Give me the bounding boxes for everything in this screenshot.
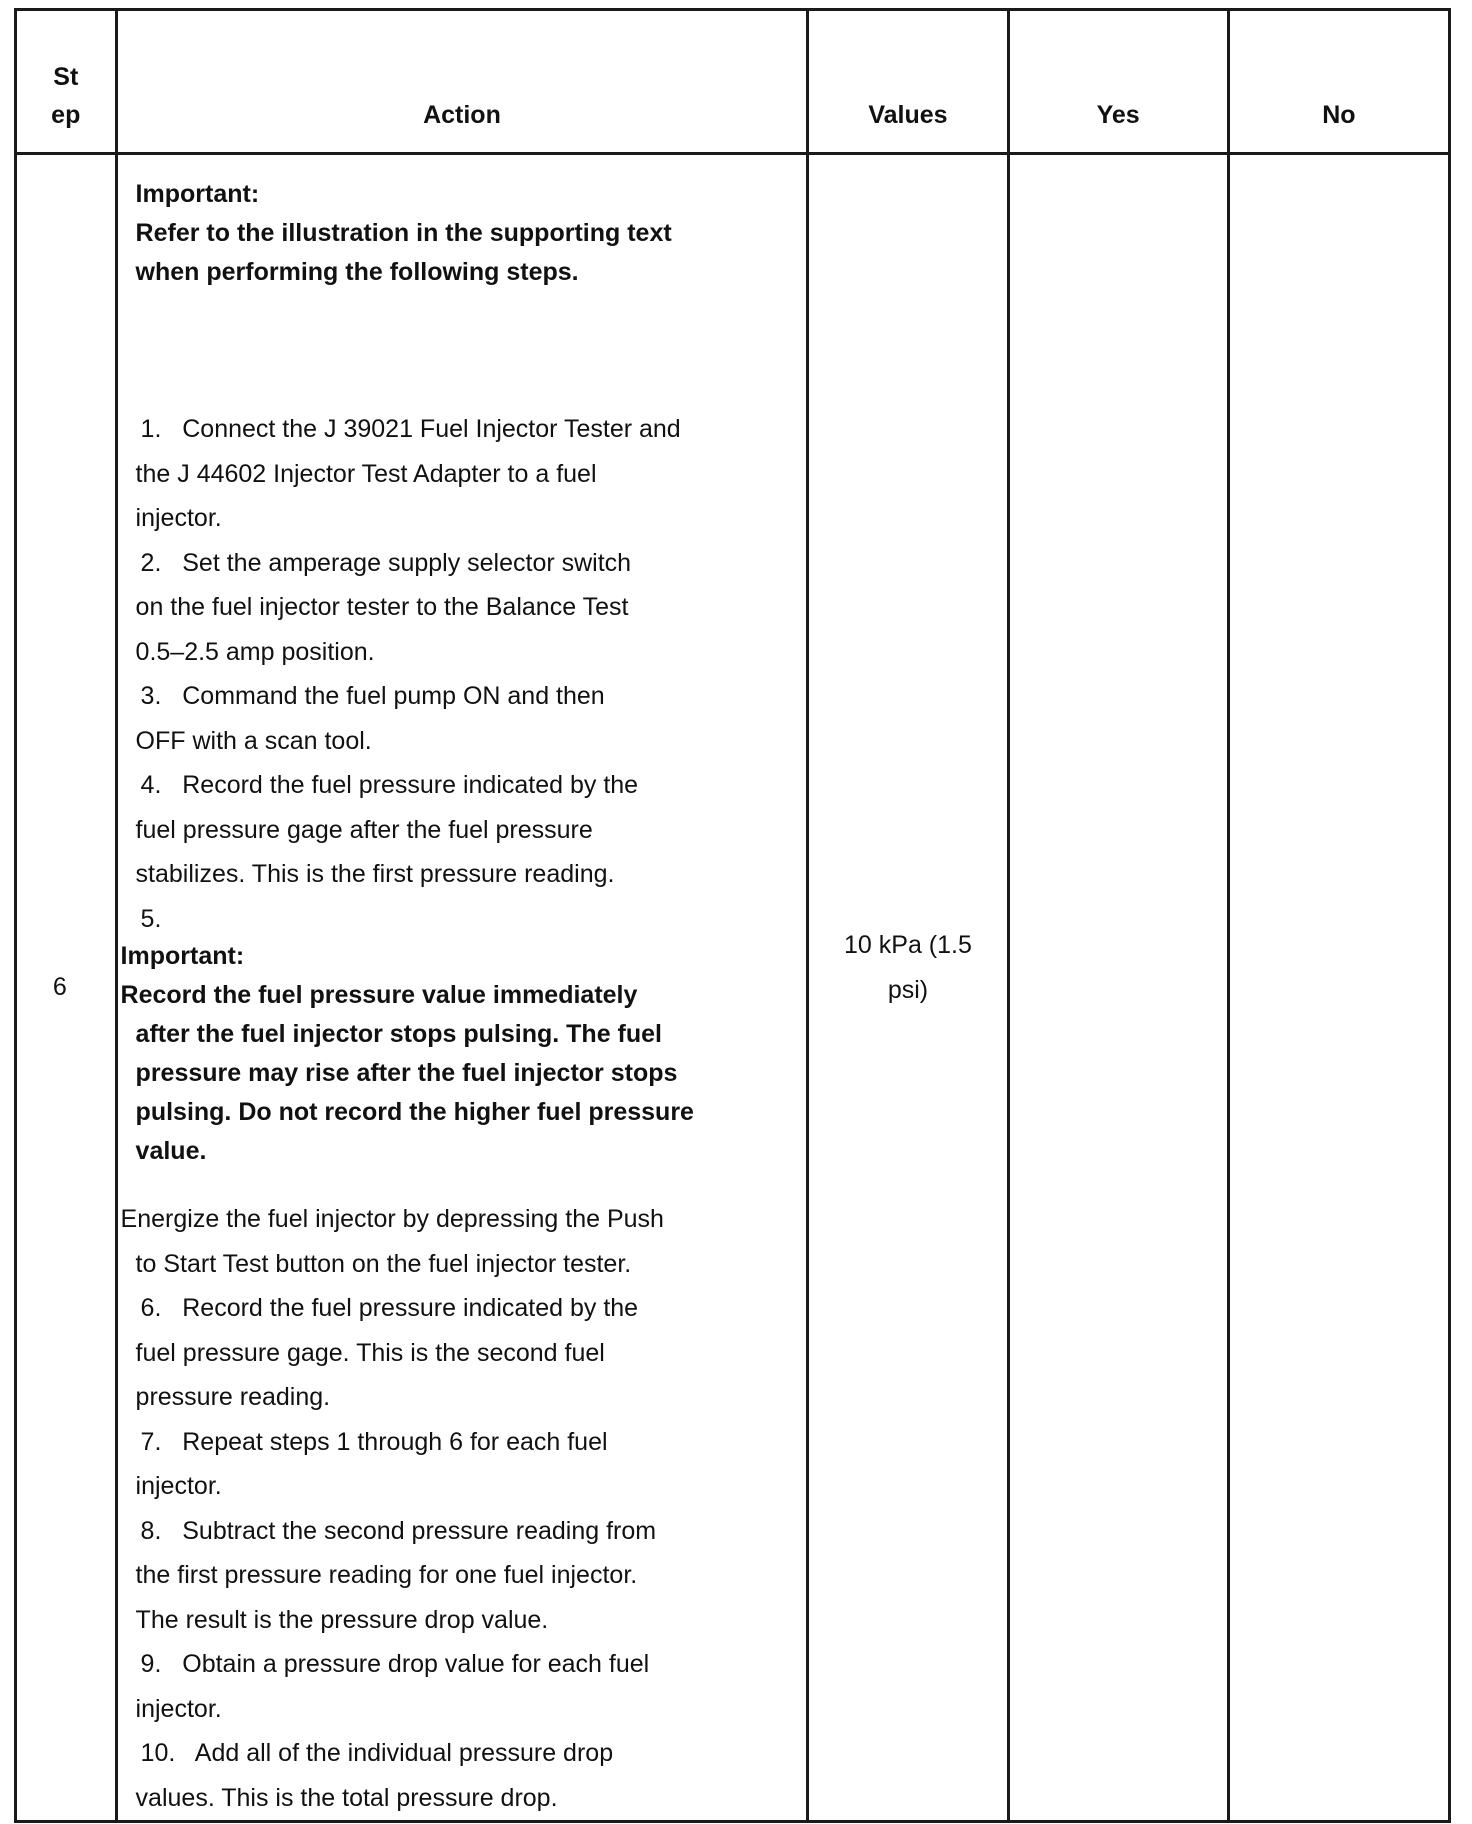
- no-header: No: [1228, 10, 1449, 154]
- step-item-4: [121, 763, 797, 897]
- energize-instruction: [121, 1197, 797, 1286]
- important-text-line: Record the fuel pressure value immediately: [120, 981, 638, 1009]
- important-text-line: when performing the following steps.: [135, 258, 579, 286]
- important-text-line: Refer to the illustration in the supporting text: [135, 219, 672, 247]
- step-text: Add all of the individual pressure drop: [194, 1739, 614, 1767]
- step-text: fuel pressure gage after the fuel pressure: [135, 815, 593, 844]
- step-text: on the fuel injector tester to the Balance Test: [135, 593, 629, 621]
- step-text: Record the fuel pressure indicated by the: [182, 1294, 639, 1322]
- yes-header: Yes: [1008, 10, 1228, 154]
- important-note: [121, 175, 797, 292]
- step-text: Subtract the second pressure reading from: [182, 1516, 657, 1545]
- step-num: 2.: [140, 548, 162, 577]
- important-note: [121, 937, 797, 1171]
- step-text: Record the fuel pressure indicated by the: [182, 771, 639, 799]
- step-text: values. This is the total pressure drop.: [135, 1783, 558, 1812]
- step-num: 8.: [140, 1516, 162, 1545]
- step-text: injector.: [135, 504, 222, 532]
- important-text-line: value.: [135, 1137, 207, 1165]
- step-text: Repeat steps 1 through 6 for each fuel: [182, 1427, 608, 1456]
- step-item-10: [121, 1731, 797, 1820]
- step-item-5: [121, 897, 797, 942]
- important-text-line: pressure may rise after the fuel injector stops: [135, 1059, 678, 1087]
- step-text: Connect the J 39021 Fuel Injector Tester and: [182, 415, 681, 443]
- step-num: 7.: [140, 1427, 162, 1456]
- step-text: OFF with a scan tool.: [135, 726, 372, 755]
- action-header: Action: [116, 10, 808, 154]
- step-text: stabilizes. This is the first pressure reading.: [135, 860, 615, 888]
- table-row: [16, 154, 1450, 1822]
- step-header-line1: St: [53, 63, 79, 91]
- step-num: 6.: [140, 1294, 162, 1322]
- step-item-2: [121, 541, 797, 675]
- step-item-6: [121, 1286, 797, 1420]
- step-item-7: [121, 1420, 797, 1509]
- step-header-line2: ep: [51, 101, 81, 129]
- step-number: 6: [16, 154, 117, 1822]
- step-text: Energize the fuel injector by depressing the Push: [120, 1205, 664, 1233]
- no-cell: [1228, 154, 1449, 1822]
- header-row: [16, 10, 1450, 154]
- value-line: 10 kPa (1.5: [844, 930, 972, 959]
- step-text: The result is the pressure drop value.: [135, 1605, 549, 1634]
- step-text: injector.: [135, 1472, 222, 1500]
- step-num: 10.: [140, 1739, 176, 1767]
- values-header: Values: [808, 10, 1008, 154]
- step-text: Command the fuel pump ON and then: [182, 682, 605, 710]
- step-num: 4.: [140, 771, 162, 799]
- step-num: 5.: [140, 904, 162, 933]
- step-text: the first pressure reading for one fuel injector.: [135, 1561, 638, 1589]
- step-text: Obtain a pressure drop value for each fuel: [182, 1650, 650, 1678]
- important-label: Important:: [135, 180, 260, 208]
- step-text: fuel pressure gage. This is the second fuel: [135, 1338, 605, 1367]
- important-text-line: pulsing. Do not record the higher fuel pressure: [135, 1098, 694, 1126]
- action-cell: [116, 154, 808, 1822]
- step-item-8: [121, 1509, 797, 1643]
- step-text: pressure reading.: [135, 1383, 331, 1411]
- important-text-line: after the fuel injector stops pulsing. The fuel: [135, 1020, 662, 1048]
- step-header: [16, 10, 117, 154]
- value-line: psi): [887, 975, 929, 1004]
- step-num: 1.: [140, 415, 162, 443]
- values-cell: [808, 154, 1008, 1822]
- step-item-9: [121, 1642, 797, 1731]
- yes-cell: [1008, 154, 1228, 1822]
- step-text: injector.: [135, 1694, 222, 1723]
- diagnostic-table: [14, 8, 1451, 1823]
- step-text: to Start Test button on the fuel injector tester.: [135, 1249, 632, 1278]
- important-label: Important:: [120, 942, 245, 970]
- step-text: Set the amperage supply selector switch: [182, 548, 632, 577]
- step-item-3: [121, 674, 797, 763]
- step-num: 9.: [140, 1650, 162, 1678]
- step-text: 0.5–2.5 amp position.: [135, 637, 375, 666]
- step-text: the J 44602 Injector Test Adapter to a fuel: [135, 459, 597, 488]
- step-num: 3.: [140, 682, 162, 710]
- step-item-1: [121, 407, 797, 541]
